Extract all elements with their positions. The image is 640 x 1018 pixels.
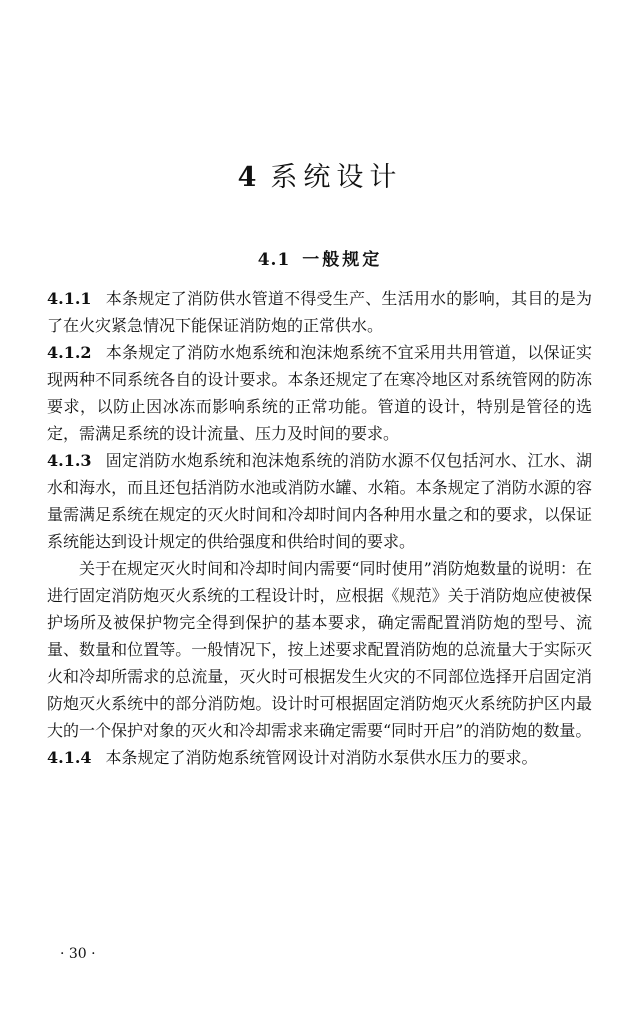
clause-paragraph	[47, 447, 592, 555]
explanation-text: 关于在规定灭火时间和冷却时间内需要“同时使用”消防炮数量的说明：在进行固定消防炮灭火系统的工程设计时，应根据《规范》关于消防炮应使被保护场所及被保护物完全得到保护的基本要求，确定需配置消防炮的型号、流量、数量和位置等。一般情况下，按上述要求配置消防炮的总流量大于实际灭火和冷却所需求的总流量，灭火时可根据发生火灾的不同部位选择开启固定消防炮灭火系统中的部分消防炮。设计时可根据固定消防炮灭火系统防护区内最大的一个保护对象的灭火和冷却需求来确定需要“同时开启”的消防炮的数量。	[47, 559, 592, 740]
chapter-title	[0, 155, 640, 194]
page-number: · 30 ·	[60, 946, 96, 962]
clause-number: 4.1.4	[47, 748, 92, 767]
clause-text: 本条规定了消防水炮系统和泡沫炮系统不宜采用共用管道，以保证实现两种不同系统各自的设计要求。本条还规定了在寒冷地区对系统管网的防冻要求，以防止因冰冻而影响系统的正常功能。管道的设计，特别是管径的选定，需满足系统的设计流量、压力及时间的要求。	[47, 343, 592, 443]
clause-text: 固定消防水炮系统和泡沫炮系统的消防水源不仅包括河水、江水、湖水和海水，而且还包括消防水池或消防水罐、水箱。本条规定了消防水源的容量需满足系统在规定的灭火时间和冷却时间内各种用水量之和的要求，以保证系统能达到设计规定的供给强度和供给时间的要求。	[47, 451, 592, 551]
clause-text: 本条规定了消防炮系统管网设计对消防水泵供水压力的要求。	[105, 748, 538, 767]
explanation-paragraph	[47, 555, 592, 744]
clause-number: 4.1.2	[47, 343, 92, 362]
chapter-number: 4	[237, 162, 257, 193]
section-title-text: 一般规定	[302, 250, 383, 270]
clause-paragraph	[47, 339, 592, 447]
clause-paragraph	[47, 285, 592, 339]
section-number: 4.1	[257, 250, 291, 270]
clause-number: 4.1.3	[47, 451, 92, 470]
clause-number: 4.1.1	[47, 289, 92, 308]
body-text	[47, 285, 592, 771]
clause-text: 本条规定了消防供水管道不得受生产、生活用水的影响，其目的是为了在火灾紧急情况下能保证消防炮的正常供水。	[47, 289, 592, 335]
clause-paragraph	[47, 744, 592, 771]
chapter-title-text: 系统设计	[270, 162, 403, 193]
section-heading	[0, 245, 640, 270]
